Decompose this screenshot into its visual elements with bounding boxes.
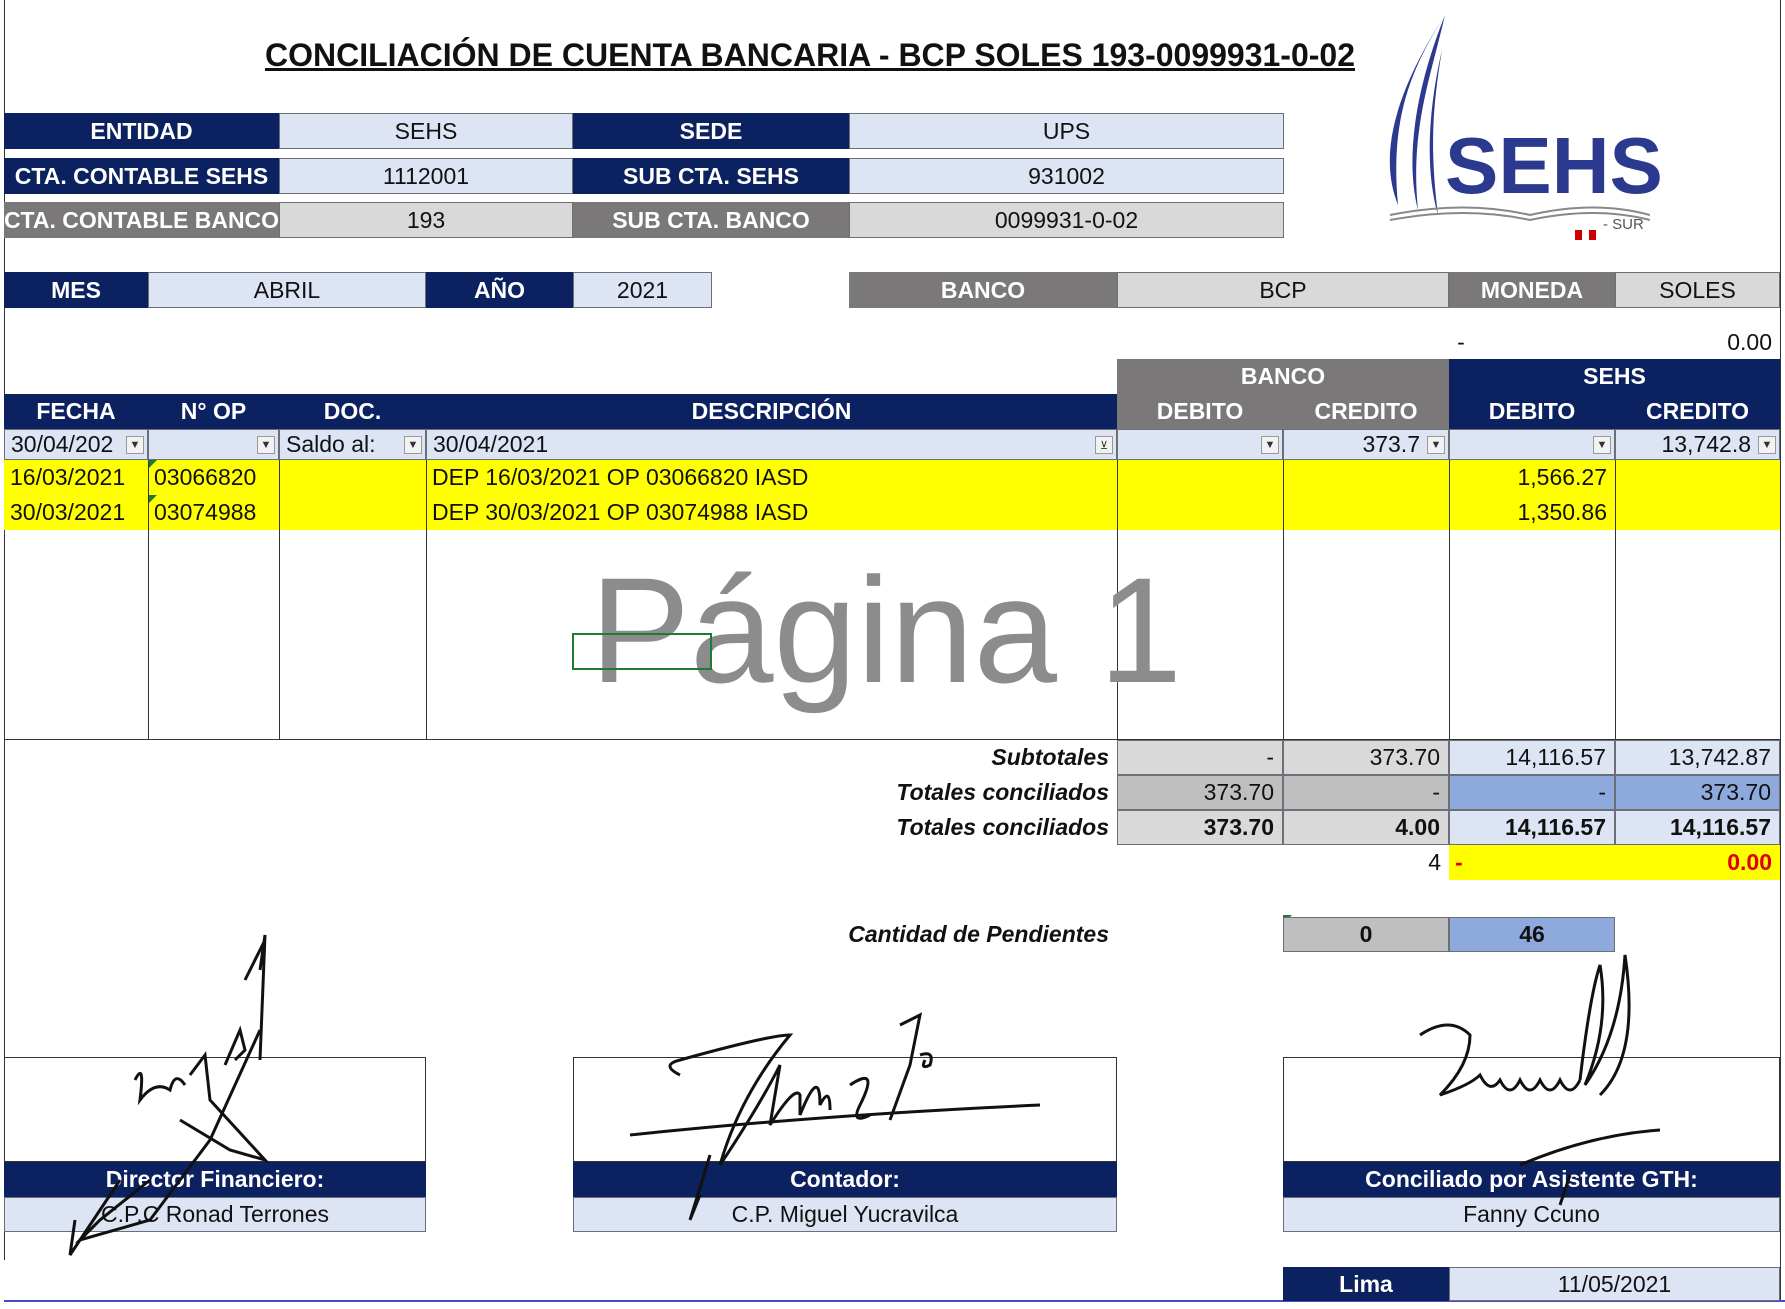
handwritten-signature-contador	[620, 1005, 1060, 1235]
diff-dash: -	[1457, 328, 1465, 355]
sub-cta-sehs-value[interactable]: 931002	[849, 158, 1284, 194]
col-divider	[426, 460, 427, 739]
cta-contable-sehs-value[interactable]: 1112001	[279, 158, 573, 194]
conciliado1-banco-credito: -	[1283, 775, 1449, 810]
sub-cta-banco-value[interactable]: 0099931-0-02	[849, 202, 1284, 238]
cta-contable-banco-label: CTA. CONTABLE BANCO	[4, 202, 279, 238]
anio-value[interactable]: 2021	[573, 272, 712, 308]
sub-cta-banco-label: SUB CTA. BANCO	[573, 202, 849, 238]
row-sehs-credito[interactable]	[1615, 460, 1780, 495]
filter-dropdown-banco-credito-icon[interactable]: ▼	[1427, 436, 1445, 454]
filter-banco-credito[interactable]: 373.7	[1283, 429, 1449, 460]
mes-value[interactable]: ABRIL	[148, 272, 426, 308]
banco-value[interactable]: BCP	[1117, 272, 1449, 308]
footer-date: 11/05/2021	[1449, 1267, 1780, 1301]
conciliados-label-1: Totales conciliados	[896, 779, 1109, 805]
filter-dropdown-banco-debito-icon[interactable]: ▼	[1261, 436, 1279, 454]
conciliado2-banco-debito: 373.70	[1117, 810, 1283, 845]
col-op: N° OP	[148, 394, 279, 429]
col-divider	[1283, 460, 1284, 739]
mes-label: MES	[4, 272, 148, 308]
handwritten-signature-asistente	[1410, 935, 1690, 1235]
conciliado1-banco-debito: 373.70	[1117, 775, 1283, 810]
entidad-value[interactable]: SEHS	[279, 113, 573, 149]
filter-dropdown-doc-icon[interactable]: ▼	[404, 436, 422, 454]
handwritten-signature-director	[60, 920, 320, 1260]
sede-label: SEDE	[573, 113, 849, 149]
sehs-logo	[1370, 10, 1663, 240]
conciliado2-banco-credito: 4.00	[1283, 810, 1449, 845]
row-descripcion[interactable]: DEP 30/03/2021 OP 03074988 IASD	[432, 499, 809, 525]
cell-note-marker-icon	[148, 495, 157, 504]
pendientes-sehs: 46	[1449, 917, 1615, 952]
row-sehs-debito[interactable]: 1,566.27	[1517, 464, 1607, 490]
conciliado1-sehs-credito: 373.70	[1615, 775, 1780, 810]
col-divider	[279, 460, 280, 739]
row-doc[interactable]	[279, 460, 426, 495]
sede-value[interactable]: UPS	[849, 113, 1284, 149]
logo-subtext: - SUR	[1603, 216, 1644, 233]
row-sehs-credito[interactable]	[1615, 495, 1780, 530]
page-title: CONCILIACIÓN DE CUENTA BANCARIA - BCP SOLES 193-0099931-0-02	[264, 36, 1355, 73]
filter-dropdown-sehs-debito-icon[interactable]: ▼	[1593, 436, 1611, 454]
row-banco-debito[interactable]	[1117, 495, 1283, 530]
filter-sehs-debito[interactable]	[1449, 429, 1615, 460]
row-op[interactable]: 03074988	[154, 499, 257, 525]
subtotal-sehs-debito: 14,116.57	[1449, 740, 1615, 775]
footer-city: Lima	[1283, 1267, 1449, 1301]
conciliados-label-2: Totales conciliados	[896, 814, 1109, 840]
filter-dropdown-op-icon[interactable]: ▼	[257, 436, 275, 454]
signature-role-director: Director Financiero:	[4, 1162, 426, 1197]
filter-dropdown-sehs-credito-icon[interactable]: ▼	[1758, 436, 1776, 454]
col-banco-credito: CREDITO	[1283, 394, 1449, 429]
final-diff-dash: -	[1449, 845, 1489, 880]
filter-sehs-credito[interactable]: 13,742.8	[1615, 429, 1780, 460]
filter-active-descripcion-icon[interactable]: ⊻	[1095, 436, 1113, 454]
diff-count: 4	[1428, 849, 1441, 875]
conciliado2-sehs-debito: 14,116.57	[1449, 810, 1615, 845]
anio-label: AÑO	[426, 272, 573, 308]
group-banco-header: BANCO	[1117, 359, 1449, 394]
col-fecha: FECHA	[4, 394, 148, 429]
col-divider	[148, 460, 149, 739]
diff-value: 0.00	[1727, 328, 1772, 355]
subtotal-banco-credito: 373.70	[1283, 740, 1449, 775]
col-divider	[1449, 460, 1450, 739]
col-banco-debito: DEBITO	[1117, 394, 1283, 429]
col-sehs-debito: DEBITO	[1449, 394, 1615, 429]
filter-banco-debito[interactable]	[1117, 429, 1283, 460]
row-sehs-debito[interactable]: 1,350.86	[1517, 499, 1607, 525]
row-banco-credito[interactable]	[1283, 460, 1449, 495]
pendientes-banco: 0	[1283, 917, 1449, 952]
conciliado2-sehs-credito: 14,116.57	[1615, 810, 1780, 845]
entidad-label: ENTIDAD	[4, 113, 279, 149]
logo-text: SEHS	[1445, 121, 1663, 210]
signature-name-director: C.P.C Ronad Terrones	[4, 1197, 426, 1232]
subtotal-banco-debito: -	[1117, 740, 1283, 775]
row-op[interactable]: 03066820	[154, 464, 257, 490]
row-fecha[interactable]: 30/03/2021	[10, 499, 126, 525]
row-doc[interactable]	[279, 495, 426, 530]
signature-role-asistente: Conciliado por Asistente GTH:	[1283, 1162, 1780, 1197]
table-row[interactable]	[4, 495, 1780, 530]
subtotales-label: Subtotales	[991, 744, 1109, 770]
col-doc: DOC.	[279, 394, 426, 429]
filter-doc[interactable]: Saldo al:	[279, 429, 426, 460]
sub-cta-sehs-label: SUB CTA. SEHS	[573, 158, 849, 194]
row-descripcion[interactable]: DEP 16/03/2021 OP 03066820 IASD	[432, 464, 809, 490]
sheet-right-edge	[1780, 0, 1781, 1300]
selected-cell[interactable]	[572, 633, 712, 670]
signature-name-contador: C.P. Miguel Yucravilca	[573, 1197, 1117, 1232]
filter-dropdown-fecha-icon[interactable]: ▼	[126, 436, 144, 454]
page-watermark: Página 1	[590, 546, 1183, 714]
conciliado1-sehs-debito: -	[1449, 775, 1615, 810]
banco-label: BANCO	[849, 272, 1117, 308]
final-diff-value: 0.00	[1489, 845, 1780, 880]
filter-fecha[interactable]: 30/04/202	[4, 429, 148, 460]
cta-contable-sehs-label: CTA. CONTABLE SEHS	[4, 158, 279, 194]
moneda-value[interactable]: SOLES	[1615, 272, 1780, 308]
col-descripcion: DESCRIPCIÓN	[426, 394, 1117, 429]
signature-name-asistente: Fanny Ccuno	[1283, 1197, 1780, 1232]
cell-note-marker-icon	[148, 460, 157, 469]
signature-role-contador: Contador:	[573, 1162, 1117, 1197]
col-divider	[1615, 460, 1616, 739]
table-row[interactable]	[4, 460, 1780, 495]
subtotal-sehs-credito: 13,742.87	[1615, 740, 1780, 775]
filter-descripcion[interactable]: 30/04/2021	[426, 429, 1117, 460]
group-sehs-header: SEHS	[1449, 359, 1780, 394]
row-banco-debito[interactable]	[1117, 460, 1283, 495]
row-banco-credito[interactable]	[1283, 495, 1449, 530]
cta-contable-banco-value[interactable]: 193	[279, 202, 573, 238]
pendientes-label: Cantidad de Pendientes	[848, 921, 1109, 947]
col-sehs-credito: CREDITO	[1615, 394, 1780, 429]
moneda-label: MONEDA	[1449, 272, 1615, 308]
row-fecha[interactable]: 16/03/2021	[10, 464, 126, 490]
